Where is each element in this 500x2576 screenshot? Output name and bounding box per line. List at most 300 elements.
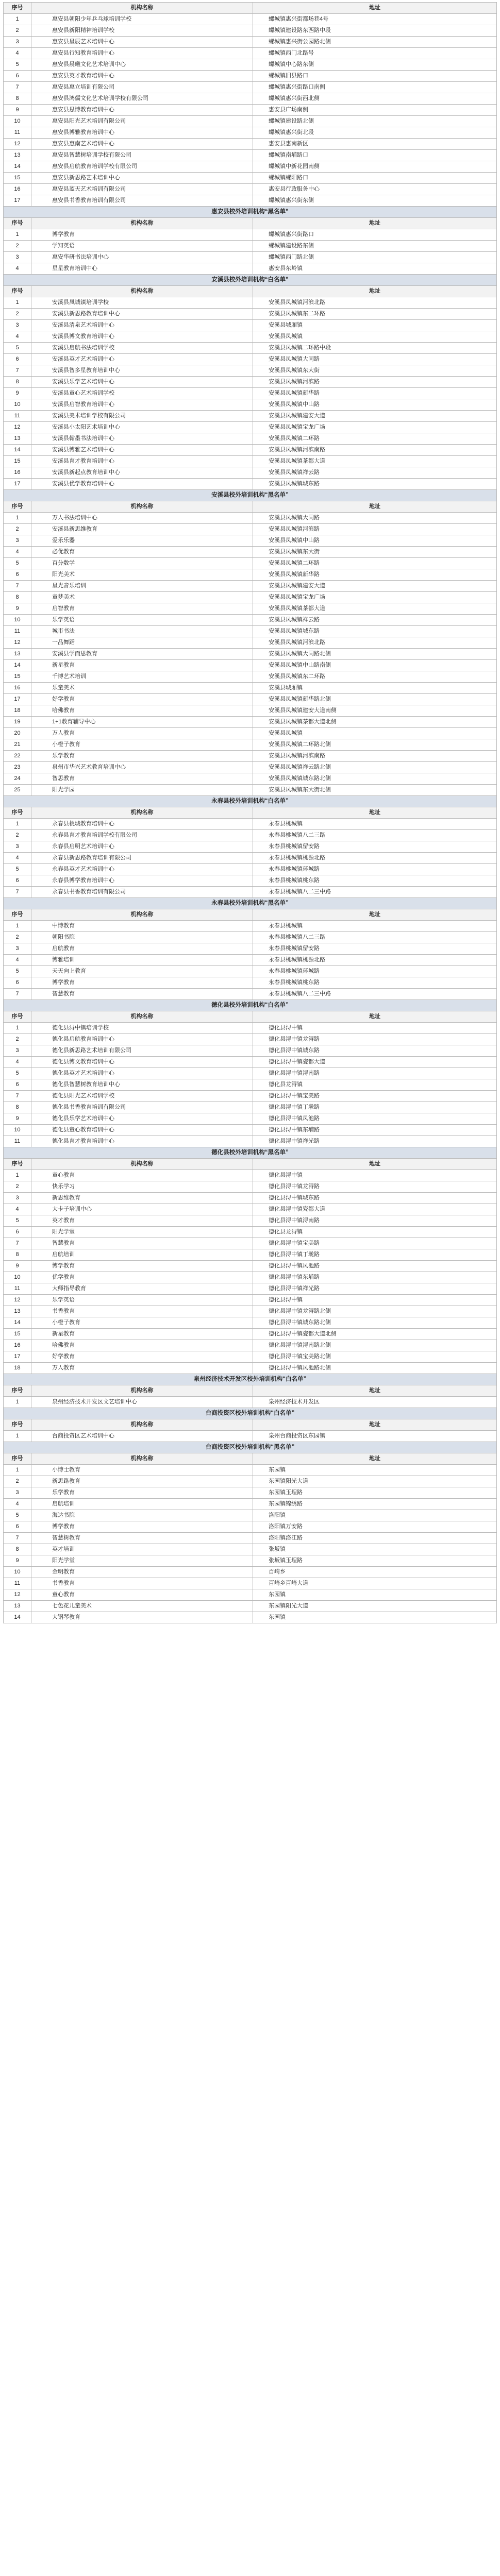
cell-name: 哈佛教育 [31, 1340, 253, 1351]
cell-no: 10 [4, 1272, 31, 1283]
cell-name: 启航培训 [31, 1499, 253, 1510]
cell-name: 永春县启明艺术培训中心 [31, 841, 253, 853]
cell-no: 2 [4, 241, 31, 252]
table-row [4, 1521, 497, 1533]
section-title-row [4, 1442, 497, 1453]
header-no: 序号 [4, 501, 31, 513]
cell-no: 1 [4, 1397, 31, 1408]
table-row [4, 1261, 497, 1272]
cell-address: 德化县浔中镇浔南路 [253, 1068, 497, 1079]
cell-name: 书香教育 [31, 1306, 253, 1317]
table-row [4, 93, 497, 105]
cell-no: 3 [4, 252, 31, 263]
table-body [4, 3, 497, 1623]
cell-name: 智思教育 [31, 773, 253, 785]
cell-no: 14 [4, 1612, 31, 1623]
header-no: 序号 [4, 1453, 31, 1465]
cell-address: 东园镇 [253, 1589, 497, 1601]
table-row [4, 1045, 497, 1057]
section-title: 泉州经济技术开发区校外培训机构“白名单” [4, 1374, 497, 1385]
table-row [4, 37, 497, 48]
cell-address: 德化县浔中镇宝美路北侧 [253, 1351, 497, 1363]
header-no: 序号 [4, 218, 31, 229]
cell-no: 3 [4, 1487, 31, 1499]
table-row [4, 388, 497, 399]
header-address: 地址 [253, 807, 497, 819]
cell-name: 安溪县博文教育培训中心 [31, 331, 253, 343]
table-row [4, 581, 497, 592]
table-row [4, 1023, 497, 1034]
cell-no: 7 [4, 365, 31, 377]
cell-no: 6 [4, 875, 31, 887]
cell-address: 东园镇玉埕路 [253, 1487, 497, 1499]
cell-address: 德化县浔中镇丁墘路 [253, 1102, 497, 1113]
cell-name: 惠安县鸿儒文化艺术培训学校有限公司 [31, 93, 253, 105]
cell-name: 爱乐乐器 [31, 535, 253, 547]
cell-address: 泉州台商投资区东园镇 [253, 1431, 497, 1442]
table-row [4, 150, 497, 161]
table-row [4, 1283, 497, 1295]
cell-address: 张坂镇玉埕路 [253, 1555, 497, 1567]
cell-address: 德化县浔中镇龙浔路 [253, 1034, 497, 1045]
cell-address: 泉州经济技术开发区 [253, 1397, 497, 1408]
header-address: 地址 [253, 1385, 497, 1397]
cell-address: 东园镇阳光大道 [253, 1476, 497, 1487]
cell-no: 11 [4, 1283, 31, 1295]
cell-name: 英才培训 [31, 1544, 253, 1555]
table-header-row [4, 1453, 497, 1465]
cell-no: 5 [4, 59, 31, 71]
cell-address: 德化县浔中镇城东路 [253, 1193, 497, 1204]
section-title-row [4, 796, 497, 807]
cell-no: 10 [4, 116, 31, 127]
cell-no: 2 [4, 1476, 31, 1487]
cell-no: 6 [4, 1079, 31, 1091]
table-row [4, 1317, 497, 1329]
cell-name: 优学教育 [31, 1272, 253, 1283]
cell-address: 永春县桃城镇八二三路 [253, 830, 497, 841]
cell-name: 小橙子教育 [31, 739, 253, 751]
table-row [4, 1555, 497, 1567]
cell-no: 3 [4, 841, 31, 853]
cell-no: 4 [4, 547, 31, 558]
section-title: 德化县校外培训机构“黑名单” [4, 1147, 497, 1159]
table-row [4, 739, 497, 751]
cell-no: 4 [4, 955, 31, 966]
cell-no: 7 [4, 581, 31, 592]
cell-no: 1 [4, 1431, 31, 1442]
cell-address: 螺城镇惠兴街北段 [253, 127, 497, 139]
cell-no: 23 [4, 762, 31, 773]
cell-address: 安溪县凤城镇新华路北侧 [253, 694, 497, 705]
table-row [4, 71, 497, 82]
table-row [4, 1397, 497, 1408]
cell-no: 16 [4, 467, 31, 479]
header-no: 序号 [4, 1419, 31, 1431]
cell-address: 安溪县凤城镇二环路中段 [253, 343, 497, 354]
cell-name: 安溪县美术培训学校有限公司 [31, 411, 253, 422]
cell-address: 安溪县凤城镇东二环路 [253, 671, 497, 683]
header-name: 机构名称 [31, 501, 253, 513]
table-row [4, 445, 497, 456]
section-title: 台商投资区校外培训机构“白名单” [4, 1408, 497, 1419]
cell-address: 德化县浔中镇龙浔路 [253, 1181, 497, 1193]
table-row [4, 1227, 497, 1238]
cell-no: 13 [4, 433, 31, 445]
cell-name: 好学教育 [31, 694, 253, 705]
cell-name: 德化县博文教育培训中心 [31, 1057, 253, 1068]
table-row [4, 989, 497, 1000]
cell-address: 洛阳镇万安路 [253, 1521, 497, 1533]
cell-address: 德化县浔中镇宝美路 [253, 1238, 497, 1249]
cell-no: 12 [4, 139, 31, 150]
cell-no: 1 [4, 14, 31, 25]
table-row [4, 343, 497, 354]
cell-no: 9 [4, 388, 31, 399]
cell-name: 泉州经济技术开发区文艺培训中心 [31, 1397, 253, 1408]
cell-name: 博雅培训 [31, 955, 253, 966]
header-address: 地址 [253, 218, 497, 229]
cell-name: 启航培训 [31, 1249, 253, 1261]
cell-address: 安溪县凤城镇东大街北侧 [253, 785, 497, 796]
table-row [4, 127, 497, 139]
cell-address: 螺城镇西门路北侧 [253, 252, 497, 263]
cell-name: 新星教育 [31, 1329, 253, 1340]
cell-no: 15 [4, 671, 31, 683]
cell-name: 朝阳书院 [31, 932, 253, 943]
cell-name: 德化县浔中镇培训学校 [31, 1023, 253, 1034]
cell-no: 8 [4, 592, 31, 603]
cell-name: 智慧教育 [31, 1238, 253, 1249]
cell-name: 新思维教育 [31, 1193, 253, 1204]
cell-address: 螺城镇惠兴街东侧 [253, 195, 497, 207]
table-row [4, 1295, 497, 1306]
cell-name: 启智教育 [31, 603, 253, 615]
table-row [4, 1533, 497, 1544]
section-title-row [4, 1374, 497, 1385]
cell-no: 8 [4, 1249, 31, 1261]
table-row [4, 1068, 497, 1079]
cell-no: 6 [4, 354, 31, 365]
cell-no: 1 [4, 513, 31, 524]
cell-address: 永春县桃城镇环城路 [253, 864, 497, 875]
table-row [4, 853, 497, 864]
cell-name: 安溪县新思路教育培训中心 [31, 309, 253, 320]
cell-address: 安溪县凤城镇新华路 [253, 388, 497, 399]
cell-no: 11 [4, 1136, 31, 1147]
cell-address: 螺城镇中心路东侧 [253, 59, 497, 71]
cell-no: 2 [4, 524, 31, 535]
cell-no: 3 [4, 1193, 31, 1204]
cell-address: 螺城镇建设路东侧 [253, 241, 497, 252]
cell-no: 16 [4, 184, 31, 195]
cell-address: 惠安县东岭镇 [253, 263, 497, 275]
section-title-row [4, 1000, 497, 1011]
cell-address: 安溪县凤城镇中山路 [253, 535, 497, 547]
cell-name: 惠安县朝阳少年乒乓球培训学校 [31, 14, 253, 25]
cell-address: 永春县桃城镇留安路 [253, 943, 497, 955]
cell-name: 安溪县新起点教育培训中心 [31, 467, 253, 479]
cell-no: 5 [4, 864, 31, 875]
cell-no: 2 [4, 1181, 31, 1193]
header-no: 序号 [4, 3, 31, 14]
table-row [4, 637, 497, 649]
table-header-row [4, 1419, 497, 1431]
header-address: 地址 [253, 909, 497, 921]
cell-address: 张坂镇 [253, 1544, 497, 1555]
header-name: 机构名称 [31, 909, 253, 921]
table-header-row [4, 1385, 497, 1397]
cell-name: 惠安县新思路艺术培训中心 [31, 173, 253, 184]
section-title-row [4, 490, 497, 501]
cell-no: 15 [4, 1329, 31, 1340]
cell-no: 7 [4, 1091, 31, 1102]
cell-address: 安溪县凤城镇祥云路北侧 [253, 762, 497, 773]
header-name: 机构名称 [31, 1419, 253, 1431]
cell-address: 德化县浔中镇祥光路 [253, 1136, 497, 1147]
cell-address: 德化县浔中镇瓷都大道 [253, 1057, 497, 1068]
cell-no: 6 [4, 977, 31, 989]
page [3, 2, 497, 1623]
cell-name: 安溪县新思维教育 [31, 524, 253, 535]
table-row [4, 263, 497, 275]
table-row [4, 955, 497, 966]
institution-table [3, 2, 497, 1623]
cell-name: 安溪县育才教育培训中心 [31, 456, 253, 467]
cell-address: 安溪县凤城镇大同路 [253, 354, 497, 365]
table-row [4, 830, 497, 841]
table-row [4, 1170, 497, 1181]
cell-no: 14 [4, 445, 31, 456]
cell-name: 天天向上教育 [31, 966, 253, 977]
cell-name: 星星教育培训中心 [31, 263, 253, 275]
cell-no: 2 [4, 830, 31, 841]
cell-address: 洛阳镇 [253, 1510, 497, 1521]
cell-name: 惠安县蓝天艺术培训有限公司 [31, 184, 253, 195]
cell-name: 好学教育 [31, 1351, 253, 1363]
table-row [4, 1091, 497, 1102]
cell-address: 德化县浔中镇宝美路 [253, 1091, 497, 1102]
header-no: 序号 [4, 807, 31, 819]
cell-address: 安溪县凤城镇城东路 [253, 479, 497, 490]
cell-name: 智慧教育 [31, 989, 253, 1000]
table-row [4, 241, 497, 252]
table-row [4, 309, 497, 320]
table-row [4, 116, 497, 127]
section-title: 安溪县校外培训机构“黑名单” [4, 490, 497, 501]
cell-no: 8 [4, 1544, 31, 1555]
cell-name: 台商投资区艺术培训中心 [31, 1431, 253, 1442]
cell-name: 万人教育 [31, 728, 253, 739]
table-row [4, 1204, 497, 1215]
table-row [4, 354, 497, 365]
table-row [4, 229, 497, 241]
cell-no: 4 [4, 48, 31, 59]
table-row [4, 365, 497, 377]
cell-name: 新星教育 [31, 660, 253, 671]
cell-name: 德化县启航教育培训中心 [31, 1034, 253, 1045]
cell-name: 德化县智慧树教育培训中心 [31, 1079, 253, 1091]
cell-address: 永春县桃城镇八二三中路 [253, 989, 497, 1000]
cell-no: 11 [4, 411, 31, 422]
cell-name: 德化县书香教育培训有限公司 [31, 1102, 253, 1113]
cell-name: 惠安县英才教育培训中心 [31, 71, 253, 82]
cell-address: 安溪县凤城镇宝龙广场 [253, 592, 497, 603]
cell-no: 3 [4, 37, 31, 48]
cell-no: 17 [4, 1351, 31, 1363]
header-address: 地址 [253, 3, 497, 14]
cell-address: 安溪县凤城镇东二环路 [253, 309, 497, 320]
cell-name: 安溪县英才艺术培训中心 [31, 354, 253, 365]
table-header-row [4, 1011, 497, 1023]
cell-address: 螺城镇旧县路口 [253, 71, 497, 82]
table-row [4, 524, 497, 535]
cell-address: 安溪县凤城镇茶都大道 [253, 456, 497, 467]
cell-no: 9 [4, 105, 31, 116]
table-row [4, 331, 497, 343]
cell-no: 24 [4, 773, 31, 785]
table-row [4, 105, 497, 116]
cell-address: 安溪县凤城镇大同路北侧 [253, 649, 497, 660]
cell-address: 安溪县凤城镇河滨南路 [253, 751, 497, 762]
cell-no: 15 [4, 173, 31, 184]
table-header-row [4, 909, 497, 921]
cell-no: 10 [4, 399, 31, 411]
cell-no: 7 [4, 1238, 31, 1249]
cell-address: 安溪县凤城镇中山路南侧 [253, 660, 497, 671]
table-row [4, 1578, 497, 1589]
table-row [4, 683, 497, 694]
cell-name: 泉州市华兴艺术教育培训中心 [31, 762, 253, 773]
cell-no: 9 [4, 1555, 31, 1567]
table-row [4, 841, 497, 853]
cell-name: 惠安县智慧树培训学校有限公司 [31, 150, 253, 161]
cell-address: 安溪县凤城镇城东路 [253, 626, 497, 637]
cell-address: 德化县浔中镇凤池路北侧 [253, 1363, 497, 1374]
cell-no: 6 [4, 71, 31, 82]
table-header-row [4, 1159, 497, 1170]
section-title-row [4, 275, 497, 286]
table-row [4, 399, 497, 411]
header-no: 序号 [4, 1159, 31, 1170]
table-row [4, 184, 497, 195]
table-row [4, 1034, 497, 1045]
header-name: 机构名称 [31, 218, 253, 229]
table-row [4, 1113, 497, 1125]
cell-name: 英才教育 [31, 1215, 253, 1227]
cell-name: 德化县阳光艺术培训学校 [31, 1091, 253, 1102]
cell-name: 乐学教育 [31, 751, 253, 762]
cell-address: 螺城镇螺阳路口 [253, 173, 497, 184]
table-row [4, 14, 497, 25]
cell-address: 永春县桃城镇桃源北路 [253, 853, 497, 864]
cell-address: 安溪县凤城镇宝龙广场 [253, 422, 497, 433]
cell-address: 安溪县凤城镇 [253, 728, 497, 739]
header-name: 机构名称 [31, 1453, 253, 1465]
cell-no: 10 [4, 615, 31, 626]
cell-name: 小博士教育 [31, 1465, 253, 1476]
cell-no: 4 [4, 853, 31, 864]
cell-address: 螺城镇建设路北侧 [253, 116, 497, 127]
table-row [4, 694, 497, 705]
cell-name: 永春县书香教育培训有限公司 [31, 887, 253, 898]
cell-address: 东园镇 [253, 1465, 497, 1476]
table-row [4, 1465, 497, 1476]
section-title-row [4, 207, 497, 218]
cell-no: 5 [4, 1215, 31, 1227]
cell-address: 螺城镇南埔路口 [253, 150, 497, 161]
cell-address: 安溪县城厢镇 [253, 683, 497, 694]
cell-no: 3 [4, 1045, 31, 1057]
cell-name: 安溪县启智教育培训中心 [31, 399, 253, 411]
cell-name: 博学教育 [31, 1261, 253, 1272]
cell-name: 惠安县书香教育培训有限公司 [31, 195, 253, 207]
table-row [4, 1431, 497, 1442]
cell-no: 1 [4, 1170, 31, 1181]
table-row [4, 467, 497, 479]
table-row [4, 1351, 497, 1363]
table-row [4, 921, 497, 932]
cell-address: 德化县浔中镇 [253, 1170, 497, 1181]
cell-name: 城市书法 [31, 626, 253, 637]
cell-no: 7 [4, 82, 31, 93]
cell-name: 惠安县新阳精神培训学校 [31, 25, 253, 37]
cell-address: 东园镇阳光大道 [253, 1601, 497, 1612]
table-row [4, 139, 497, 150]
cell-address: 德化县浔中镇东埔路 [253, 1272, 497, 1283]
cell-address: 螺城镇惠兴街公园路北侧 [253, 37, 497, 48]
cell-no: 12 [4, 1589, 31, 1601]
table-row [4, 649, 497, 660]
cell-no: 1 [4, 297, 31, 309]
cell-no: 17 [4, 195, 31, 207]
table-row [4, 932, 497, 943]
cell-name: 博学教育 [31, 229, 253, 241]
cell-name: 德化县新思路艺术培训有限公司 [31, 1045, 253, 1057]
cell-address: 惠安县惠南新区 [253, 139, 497, 150]
cell-no: 25 [4, 785, 31, 796]
cell-address: 洛阳镇洛江路 [253, 1533, 497, 1544]
table-row [4, 252, 497, 263]
cell-address: 德化县浔中镇浔南路北侧 [253, 1340, 497, 1351]
cell-name: 惠安县星辰艺术培训中心 [31, 37, 253, 48]
cell-no: 14 [4, 161, 31, 173]
cell-no: 14 [4, 660, 31, 671]
cell-no: 14 [4, 1317, 31, 1329]
cell-name: 安溪县童心艺术培训学校 [31, 388, 253, 399]
table-row [4, 603, 497, 615]
cell-no: 11 [4, 127, 31, 139]
header-address: 地址 [253, 501, 497, 513]
cell-address: 德化县浔中镇龙浔路北侧 [253, 1306, 497, 1317]
cell-address: 德化县浔中镇浔南路 [253, 1215, 497, 1227]
cell-no: 4 [4, 1057, 31, 1068]
cell-address: 安溪县城厢镇 [253, 320, 497, 331]
table-row [4, 1329, 497, 1340]
cell-name: 惠安县晨曦文化艺术培训中心 [31, 59, 253, 71]
cell-name: 阳光学堂 [31, 1555, 253, 1567]
cell-name: 安溪县乐学艺术培训中心 [31, 377, 253, 388]
table-row [4, 558, 497, 569]
cell-address: 惠安县广场南侧 [253, 105, 497, 116]
cell-no: 8 [4, 93, 31, 105]
cell-name: 1+1教育辅导中心 [31, 717, 253, 728]
cell-name: 童梦美术 [31, 592, 253, 603]
cell-address: 安溪县凤城镇河滨路 [253, 524, 497, 535]
table-row [4, 411, 497, 422]
cell-name: 安溪县翰墨书法培训中心 [31, 433, 253, 445]
table-header-row [4, 3, 497, 14]
